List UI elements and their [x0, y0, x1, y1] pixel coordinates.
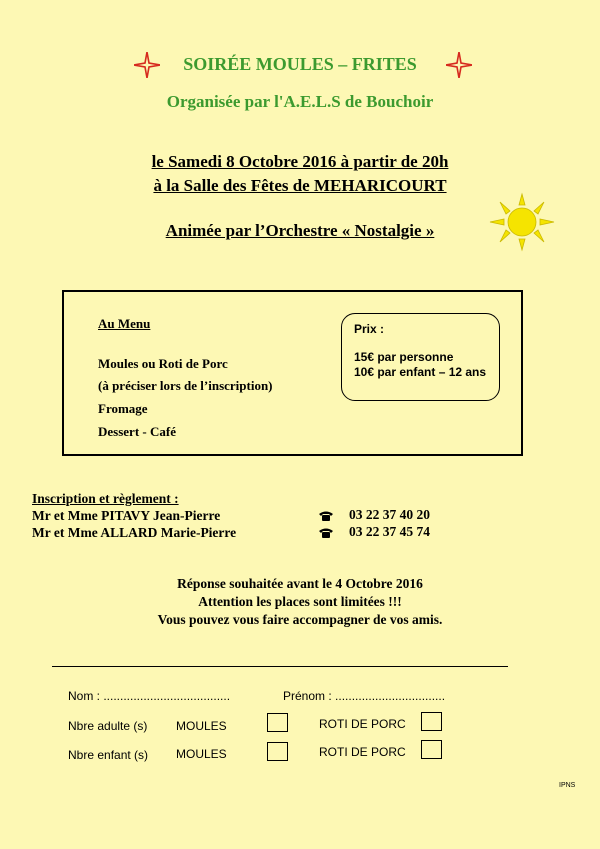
- menu-item: Moules ou Roti de Porc: [98, 356, 228, 371]
- contact-phone: 03 22 37 45 74: [349, 524, 430, 539]
- menu-heading: Au Menu: [98, 316, 151, 331]
- contact-name: Mr et Mme PITAVY Jean-Pierre: [32, 508, 221, 523]
- contact-phone: 03 22 37 40 20: [349, 507, 430, 522]
- ipns-mark: IPNS: [559, 782, 576, 789]
- contact-name: Mr et Mme ALLARD Marie-Pierre: [32, 525, 237, 540]
- limited-places: Attention les places sont limitées !!!: [198, 594, 402, 609]
- phone-icon: [318, 510, 334, 522]
- child-moules-checkbox[interactable]: [267, 742, 288, 761]
- event-venue: à la Salle des Fêtes de MEHARICOURT: [153, 176, 447, 195]
- registration-heading: Inscription et règlement :: [32, 491, 179, 506]
- event-title: SOIRÉE MOULES – FRITES: [183, 54, 417, 74]
- adult-roti-label: ROTI DE PORC: [319, 717, 406, 731]
- event-date: le Samedi 8 Octobre 2016 à partir de 20h: [151, 152, 449, 171]
- menu-item: Dessert - Café: [98, 424, 176, 439]
- adult-roti-checkbox[interactable]: [421, 712, 442, 731]
- adult-moules-label: MOULES: [176, 719, 227, 733]
- prenom-field[interactable]: Prénom : .................................: [283, 689, 446, 703]
- sun-icon: [484, 190, 560, 254]
- menu-item: Fromage: [98, 401, 148, 416]
- child-count-label: Nbre enfant (s): [68, 748, 149, 762]
- price-child: 10€ par enfant – 12 ans: [354, 365, 487, 379]
- adult-count-label: Nbre adulte (s): [68, 719, 148, 733]
- event-music: Animée par l’Orchestre « Nostalgie »: [165, 221, 435, 240]
- child-roti-checkbox[interactable]: [421, 740, 442, 759]
- reply-deadline: Réponse souhaitée avant le 4 Octobre 2016: [177, 576, 423, 591]
- adult-moules-checkbox[interactable]: [267, 713, 288, 732]
- menu-item: (à préciser lors de l’inscription): [98, 378, 273, 393]
- cut-line: [52, 666, 508, 667]
- child-moules-label: MOULES: [176, 747, 227, 761]
- bring-friends: Vous pouvez vous faire accompagner de vos amis.: [157, 612, 443, 627]
- phone-icon: [318, 527, 334, 539]
- price-adult: 15€ par personne: [354, 350, 454, 364]
- price-heading: Prix :: [354, 322, 385, 336]
- child-roti-label: ROTI DE PORC: [319, 745, 406, 759]
- organizer-line: Organisée par l'A.E.L.S de Bouchoir: [166, 92, 434, 111]
- nom-field[interactable]: Nom : ......................................: [68, 689, 231, 703]
